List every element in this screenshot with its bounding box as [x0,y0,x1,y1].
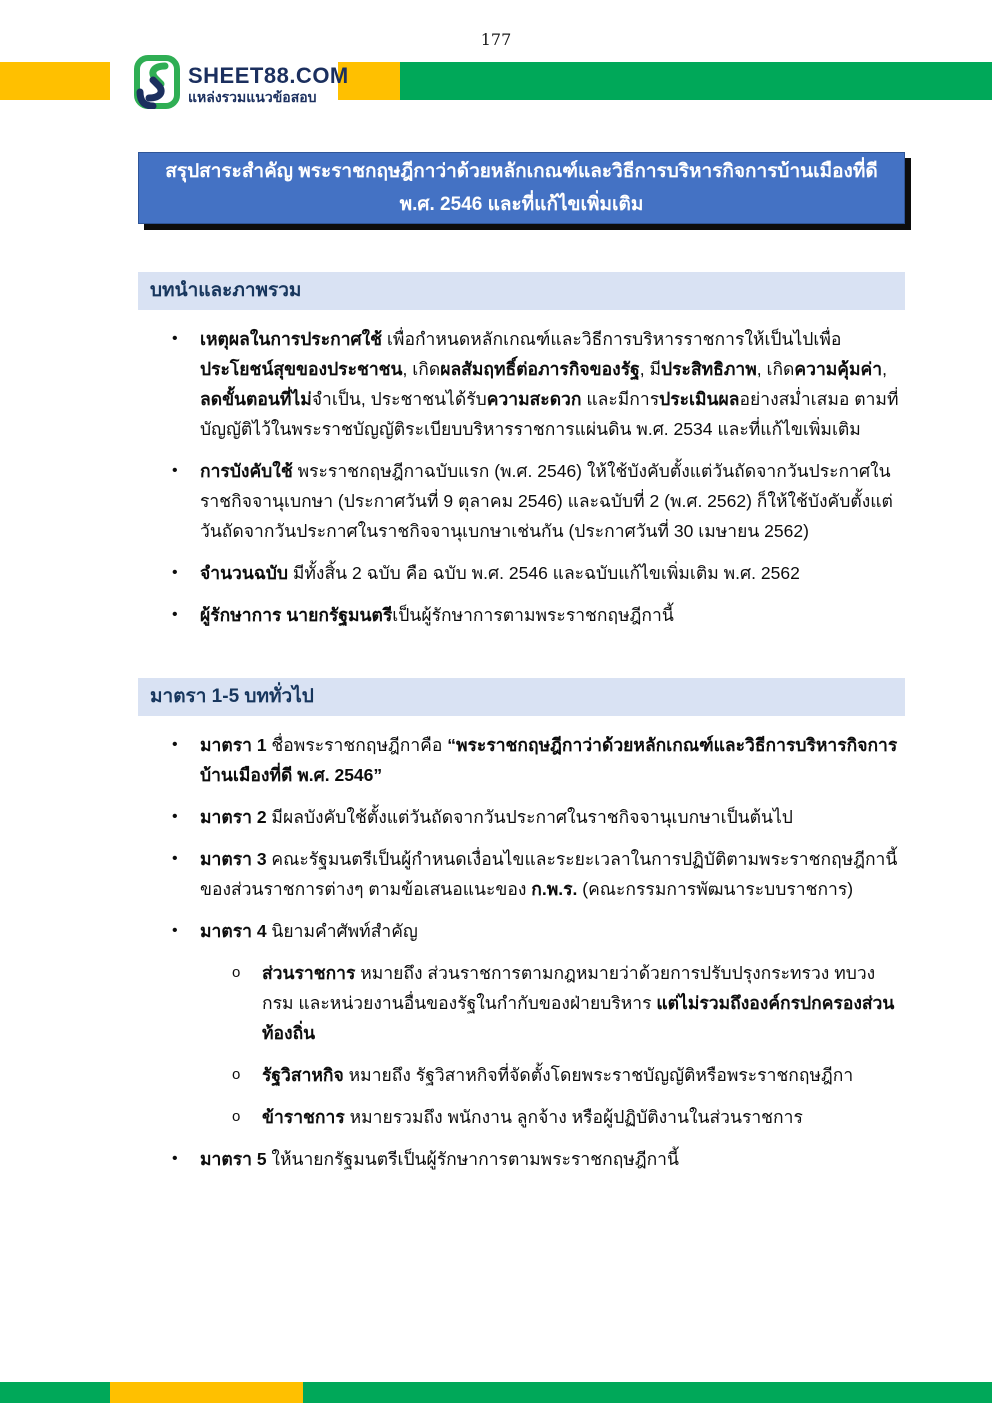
bullet-text-regular: (คณะกรรมการพัฒนาระบบราชการ) [577,879,854,899]
bullet-text-regular: นิยามคำศัพท์สำคัญ [266,921,418,941]
bullet-marker: • [172,808,178,825]
bullet-text-regular: คณะรัฐมนตรีเป็นผู้กำหนดเงื่อนไขและระยะเวลาในการปฏิบัติตามพระราชกฤษฎีกานี้ของส่วนราชการต่างๆ ตามข้อเสนอแนะของ [200,849,898,899]
bullet-text-regular: , มี [639,359,662,379]
bullet-text-bold: ความคุ้มค่า [794,359,883,379]
bullet-marker: • [172,1150,178,1167]
document-title [138,152,905,224]
bullet-text-regular: หมายรวมถึง พนักงาน ลูกจ้าง หรือผู้ปฏิบัติงานในส่วนราชการ [344,1107,803,1127]
bullet-item [138,1144,905,1174]
bullet-text-regular: หมายถึง ส่วนราชการตามกฎหมายว่าด้วยการปรับปรุงกระทรวง ทบวง กรม และหน่วยงานอื่นของรัฐในกำกับของฝ่ายบริหาร [262,963,876,1013]
bullet-text [200,1149,679,1169]
bullet-text-regular: มีผลบังคับใช้ตั้งแต่วันถัดจากวันประกาศในราชกิจจานุเบกษาเป็นต้นไป [266,807,793,827]
bullet-text [200,461,893,541]
bullet-text [262,1107,803,1127]
bullet-text [262,1065,853,1085]
bullet-text [262,963,894,1043]
page-number: 177 [480,30,512,49]
bullet-marker: • [172,330,178,347]
bullet-item [138,558,905,588]
section-heading: มาตรา 1-5 บททั่วไป [138,678,905,716]
bullet-item [138,730,905,790]
bullet-text-regular: เป็นผู้รักษาการตามพระราชกฤษฎีกานี้ [392,605,674,625]
content-column [138,152,905,1186]
sheet88-logo [134,55,349,114]
bullet-text-regular: เพื่อกำหนดหลักเกณฑ์และวิธีการบริหารราชการให้เป็นไปเพื่อ [382,329,842,349]
footer-bar-yellow-segment [110,1382,303,1403]
bullet-list [138,324,905,630]
section [138,272,905,630]
section-heading: บทนำและภาพรวม [138,272,905,310]
bullet-text-bold: ส่วนราชการ [262,963,356,983]
bullet-text-regular: และมีการ [581,389,660,409]
header-bar-yellow-left [0,62,110,100]
bullet-marker: o [232,964,241,981]
bullet-text-bold: การบังคับใช้ [200,461,293,481]
bullet-text-regular: ชื่อพระราชกฤษฎีกาคือ [266,735,448,755]
bullet-item [138,844,905,904]
bullet-text-bold: มาตรา 2 [200,807,267,827]
document-title-line1: สรุปสาระสำคัญ พระราชกฤษฎีกาว่าด้วยหลักเกณฑ์และวิธีการบริหารกิจการบ้านเมืองที่ดี [165,161,878,182]
sections [138,272,905,1174]
bullet-text-bold: ประสิทธิภาพ [661,359,757,379]
bullet-text [200,849,897,899]
bullet-text-bold: ประโยชน์สุขของประชาชน [200,359,403,379]
bullet-text-bold: จำนวนฉบับ [200,563,288,583]
footer-bar-green [0,1382,992,1403]
bullet-text-bold: ข้าราชการ [262,1107,345,1127]
bullet-text-bold: เหตุผลในการประกาศใช้ [200,329,383,349]
bullet-marker: • [172,922,178,939]
bullet-text-bold: ก.พ.ร. [531,879,578,899]
bullet-marker: • [172,564,178,581]
brand-name: SHEET88.COM [188,62,349,88]
bullet-text-regular: , เกิด [402,359,441,379]
bullet-text-regular: ให้นายกรัฐมนตรีเป็นผู้รักษาการตามพระราชกฤษฎีกานี้ [266,1149,679,1169]
bullet-marker: o [232,1108,241,1125]
bullet-item [138,802,905,832]
bullet-list [138,730,905,1174]
bullet-text-regular: มีทั้งสิ้น 2 ฉบับ คือ ฉบับ พ.ศ. 2546 และฉบับแก้ไขเพิ่มเติม พ.ศ. 2562 [287,563,800,583]
brand-tagline: แหล่งรวมแนวข้อสอบ [188,88,317,105]
bullet-text-regular: , เกิด [756,359,795,379]
bullet-item [138,456,905,546]
bullet-item [138,324,905,444]
bullet-item [138,1060,905,1090]
bullet-text [200,807,793,827]
bullet-text-regular: หมายถึง รัฐวิสาหกิจที่จัดตั้งโดยพระราชบัญญัติหรือพระราชกฤษฎีกา [343,1065,854,1085]
bullet-item [138,1102,905,1132]
bullet-text-regular: พระราชกฤษฎีกาฉบับแรก (พ.ศ. 2546) ให้ใช้บังคับตั้งแต่วันถัดจากวันประกาศในราชกิจจานุเบกษา (ประกาศวันที่ 9 ตุลาคม 2546) และฉบับที่ 2 (พ.ศ. 2562) ก็ให้ใช้บังคับตั้งแต่วันถัดจากวันประกาศในราชกิจจานุเบกษาเช่นกัน (ประกาศวันที่ 30 เมษายน 2562) [200,461,893,541]
bullet-text-bold: รัฐวิสาหกิจ [262,1065,344,1085]
bullet-text-bold: มาตรา 5 [200,1149,267,1169]
bullet-text [200,605,674,625]
bullet-text-regular: จำเป็น, ประชาชนได้รับ [311,389,487,409]
bullet-marker: • [172,850,178,867]
sheet88-logo-text [188,64,349,106]
bullet-marker: o [232,1066,241,1083]
bullet-marker: • [172,462,178,479]
sheet88-logo-icon [134,55,180,114]
bullet-text-bold: ประเมินผล [659,389,740,409]
bullet-text-regular: , [882,359,887,379]
bullet-item [138,600,905,630]
bullet-item [138,958,905,1048]
bullet-text-bold: “พระราชกฤษฎีกาว่าด้วยหลักเกณฑ์และวิธีการบริหารกิจการบ้านเมืองที่ดี พ.ศ. 2546” [200,735,898,785]
bullet-text-bold: ความสะดวก [486,389,582,409]
bullet-text-regular: อย่างสม่ำเสมอ ตามที่บัญญัติไว้ในพระราชบัญญัติระเบียบบริหารราชการแผ่นดิน พ.ศ. 2534 และที่แก้ไขเพิ่มเติม [200,389,899,439]
document-title-line2: พ.ศ. 2546 และที่แก้ไขเพิ่มเติม [399,194,644,215]
bullet-text-bold: ผู้รักษาการ นายกรัฐมนตรี [200,605,393,625]
bullet-text [200,921,418,941]
bullet-text-bold: แต่ไม่รวมถึงองค์กรปกครองส่วนท้องถิ่น [262,993,895,1043]
section [138,678,905,1174]
bullet-text-bold: ผลสัมฤทธิ์ต่อภารกิจของรัฐ [440,359,640,379]
bullet-text-bold: ลดขั้นตอนที่ไม่ [200,389,312,409]
bullet-marker: • [172,606,178,623]
bullet-text-bold: มาตรา 3 [200,849,267,869]
bullet-marker: • [172,736,178,753]
header-bar-green [400,62,992,100]
bullet-text [200,329,899,439]
bullet-text-bold: มาตรา 4 [200,921,267,941]
bullet-item [138,916,905,946]
bullet-text [200,563,800,583]
bullet-text [200,735,897,785]
bullet-text-bold: มาตรา 1 [200,735,267,755]
